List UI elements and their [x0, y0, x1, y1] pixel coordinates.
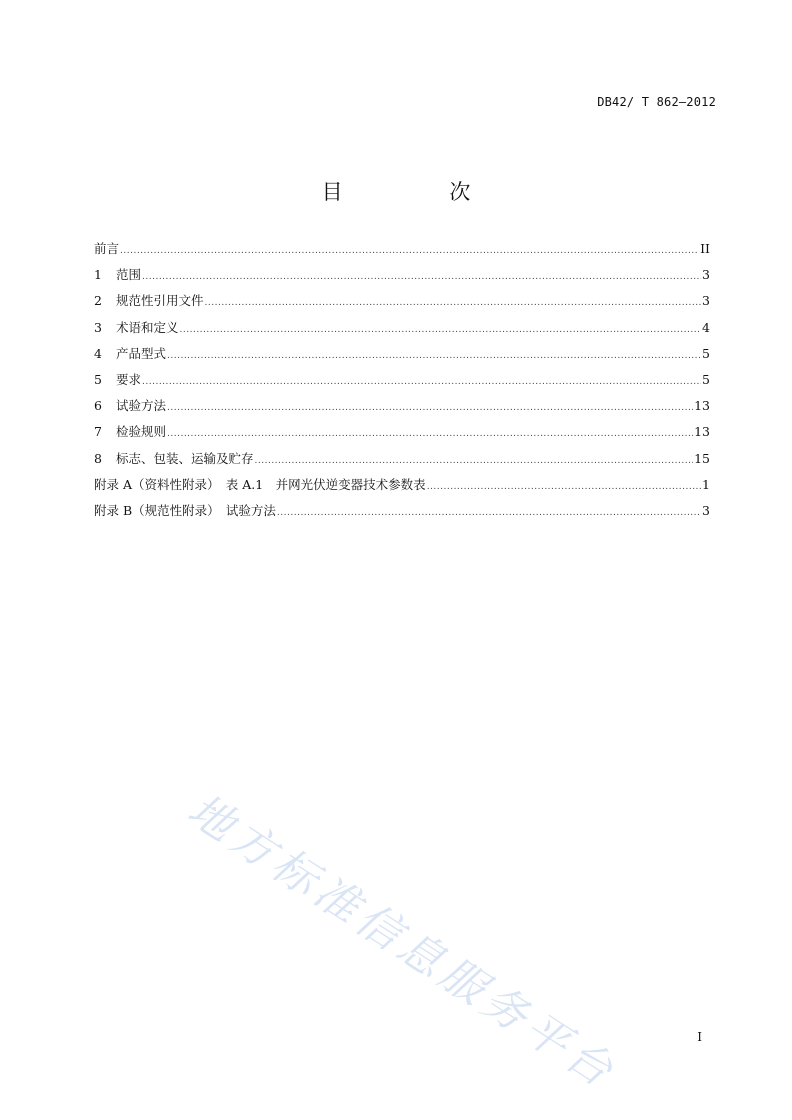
- toc-page-number: 1: [702, 476, 710, 492]
- toc-label: 附录 A（资料性附录） 表 A.1 并网光伏逆变器技术参数表: [94, 476, 426, 492]
- toc-section-number: 1: [94, 267, 102, 283]
- toc-label: 试验方法: [116, 398, 167, 414]
- toc-page-number: 3: [702, 502, 710, 518]
- toc-leader-dots: [167, 403, 693, 413]
- toc-label: 规范性引用文件: [116, 293, 204, 309]
- toc-section-number: 5: [94, 371, 102, 387]
- page-title: 目 次: [321, 180, 521, 204]
- toc-entry-terms-definitions[interactable]: [94, 318, 710, 344]
- toc-page-number: 3: [702, 293, 710, 309]
- toc-page-number: 4: [702, 319, 710, 335]
- toc-label: 标志、包装、运输及贮存: [116, 450, 254, 466]
- toc-leader-dots: [167, 429, 693, 439]
- toc-leader-dots: [142, 272, 701, 282]
- toc-leader-dots: [277, 508, 701, 518]
- toc-page-number: 5: [702, 345, 710, 361]
- page-number: I: [697, 1030, 702, 1044]
- toc-leader-dots: [120, 246, 699, 256]
- toc-entry-appendix-a[interactable]: [94, 475, 710, 501]
- toc-entry-normative-references[interactable]: [94, 291, 710, 317]
- toc-page-number: 3: [702, 267, 710, 283]
- toc-entry-requirements[interactable]: [94, 370, 710, 396]
- toc-page-number: 13: [694, 398, 710, 414]
- toc-label: 产品型式: [116, 345, 167, 361]
- toc-section-number: 8: [94, 450, 102, 466]
- toc-entry-inspection-rules[interactable]: [94, 422, 710, 448]
- toc-entry-appendix-b[interactable]: [94, 501, 710, 527]
- toc-leader-dots: [142, 377, 701, 387]
- toc-leader-dots: [205, 298, 702, 308]
- toc-leader-dots: [167, 351, 701, 361]
- toc-label: 检验规则: [116, 424, 167, 440]
- toc-page-number: II: [700, 241, 710, 256]
- toc-entry-marking-packaging[interactable]: [94, 449, 710, 475]
- toc-label: 术语和定义: [116, 319, 179, 335]
- toc-leader-dots: [180, 325, 702, 335]
- toc-section-number: 6: [94, 398, 102, 414]
- document-code: DB42/ T 862—2012: [597, 95, 716, 109]
- toc-entry-foreword[interactable]: [94, 239, 710, 265]
- toc-page-number: 13: [694, 424, 710, 440]
- toc-leader-dots: [255, 456, 694, 466]
- toc-page-number: 15: [694, 450, 710, 466]
- toc-label: 附录 B（规范性附录） 试验方法: [94, 502, 276, 518]
- toc-entry-test-methods[interactable]: [94, 396, 710, 422]
- toc-section-number: 3: [94, 319, 102, 335]
- toc-section-number: 7: [94, 424, 102, 440]
- toc-page-number: 5: [702, 371, 710, 387]
- toc-entry-scope[interactable]: [94, 265, 710, 291]
- table-of-contents: [94, 239, 710, 527]
- watermark: 地方标准信息服务平台: [178, 784, 626, 1100]
- toc-label: 范围: [116, 267, 142, 283]
- toc-label: 要求: [116, 371, 142, 387]
- toc-leader-dots: [427, 482, 701, 492]
- toc-label: 前言: [94, 241, 120, 256]
- toc-entry-product-type[interactable]: [94, 344, 710, 370]
- toc-section-number: 4: [94, 345, 102, 361]
- toc-section-number: 2: [94, 293, 102, 309]
